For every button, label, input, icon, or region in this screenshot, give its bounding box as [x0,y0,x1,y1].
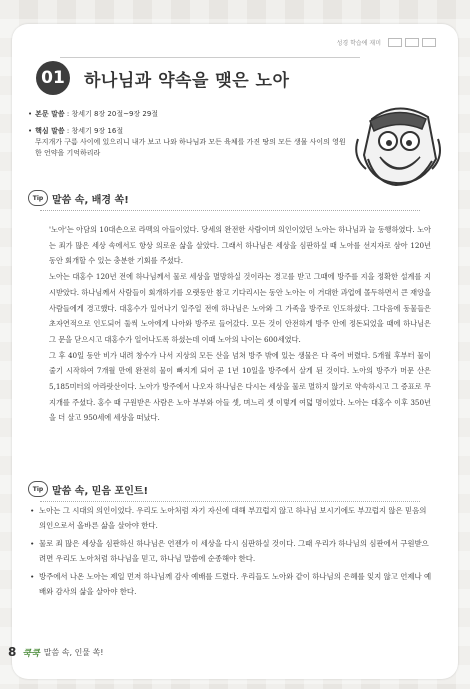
chapter-heading [36,61,289,95]
tip-title: 말씀 속, 믿음 포인트! [52,485,149,497]
tip-heading-faith [28,481,148,497]
scripture-section [28,109,348,165]
bullet-icon: • [30,539,35,548]
tip-divider [40,501,420,502]
key-verse: 무지개가 구름 사이에 있으리니 내가 보고 나와 하나님과 모든 육체를 가진 땅의 모든 생물 사이의 영원한 언약을 기억하리라 [35,138,346,157]
scripture-reference: : 창세기 8장 20절~9장 29절 [66,110,159,118]
background-paragraph: 노아는 대홍수 120년 전에 하나님께서 물로 세상을 멸망하실 것이라는 경고를 받고 그때에 방주를 지을 정확한 설계를 지시받았다. 하나님께서 사람들이 회개하기를 오랫동안 참고 기다리시는 동안 노아는 이 거대한 과업에 몰두하면서 큰 재앙을 사람들에게 경고했다. 대홍수가 일어나기 일주일 전에 하나님은 노아와 그 가족을 방주로 인도하셨다. 그다음에 동물들은 초자연적으로 인도되어 둘씩 노아에게 나아와 방주로 들어갔다. 모든 것이 안전하게 방주 안에 정돈되었을 때에 하나님은 그 문을 닫으시고 대홍수가 일어나도록 하셨는데 이때 노아의 나이는 600세였다. [49,272,431,344]
scripture-reference: : 창세기 9장 16절 [66,127,124,135]
noah-character-illustration [352,99,444,195]
tip-badge: Tip [28,481,48,497]
footer-logo: 쿡쿡 [22,648,40,659]
header-box-icon [422,38,436,47]
chapter-title: 하나님과 약속을 맺은 노아 [84,70,290,91]
footer-text: 말씀 속, 인물 쏙! [43,647,104,657]
scripture-text-item [28,109,348,120]
scripture-label: 본문 말씀 [35,110,65,118]
background-paragraph: '노아'는 아담의 10대손으로 라멕의 아들이었다. 당세의 완전한 사람이며 의인이었던 노아는 하나님과 늘 동행하였다. 노아는 죄가 많은 세상 속에서도 항상 의로운 삶을 살았다. 그래서 하나님은 세상을 심판하실 때 노아를 선지자로 삼아 120년 동안 회개할 수 있는 충분한 기회를 주셨다. [49,225,431,266]
bullet-icon: • [28,127,33,135]
header-strip [337,38,436,47]
tip-title: 말씀 속, 배경 쏙! [52,194,129,206]
footer [8,645,104,659]
scripture-label: 핵심 말씀 [35,127,65,135]
bullet-icon: • [30,572,35,581]
background-text [49,222,431,426]
background-paragraph: 그 후 40일 동안 비가 내려 창수가 나서 지상의 모든 산을 넘쳐 방주 밖에 있는 생물은 다 죽어 버렸다. 5개월 후부터 물이 줄기 시작하여 7개월 만에 완전히 물이 빠지게 되어 곧 1년 10일을 방주에서 살게 된 것이다. 노아의 방주가 머문 산은 5,185미터의 아라랏산이다. 노아가 방주에서 나오자 하나님은 다시는 세상을 물로 멸하지 않기로 약속하시고 그 증표로 무지개를 주셨다. 홍수 때 구원받은 사람은 노아 부부와 아들 셋, 며느리 셋 이렇게 여덟 명이었다. 노아는 대홍수 이후 350년을 더 살고 950세에 세상을 떠났다. [49,350,431,423]
faith-points-list [30,503,432,602]
list-item: • 물로 죄 많은 세상을 심판하신 하나님은 언젠가 이 세상을 다시 심판하실 것이다. 그때 우리가 하나님의 심판에서 구원받으려면 우리도 노아처럼 하나님을 믿고, 하나님 말씀에 순종해야 한다. [30,536,432,566]
bullet-icon: • [28,110,33,118]
header-box-icon [388,38,402,47]
title-divider [60,57,360,58]
tip-badge: Tip [28,190,48,206]
tip-divider [40,210,420,211]
list-item: • 노아는 그 시대의 의인이었다. 우리도 노아처럼 자기 자신에 대해 부끄럽지 않고 하나님 보시기에도 부끄럽지 않은 믿음의 의인으로서 올바른 삶을 살아야 한다. [30,503,432,533]
page-number: 8 [8,645,17,659]
bullet-icon: • [30,506,35,515]
header-box-icon [405,38,419,47]
tip-heading-background [28,190,129,206]
scripture-key-item [28,126,348,159]
list-item: • 방주에서 나온 노아는 제일 먼저 하나님께 감사 예배를 드렸다. 우리들도 노아와 같이 하나님의 은혜를 잊지 않고 언제나 예배와 감사의 삶을 살아야 한다. [30,569,432,599]
header-tagline: 성경 학습에 재미 [336,40,381,47]
chapter-number-badge: 01 [36,61,70,95]
